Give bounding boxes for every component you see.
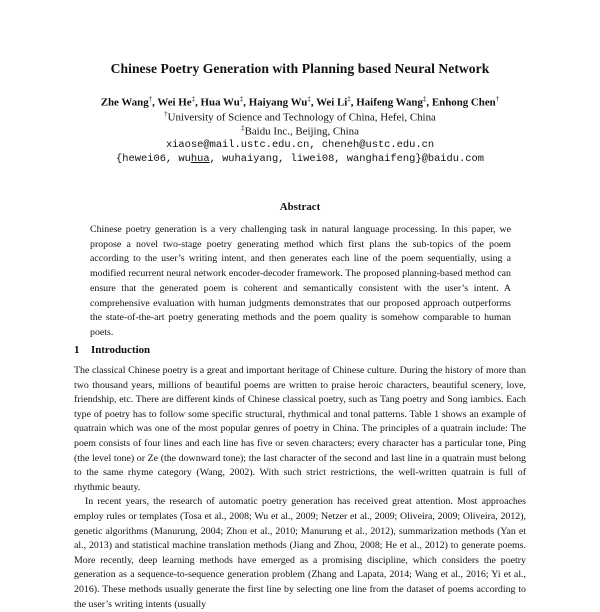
section-heading (74, 344, 150, 356)
body-paragraph: In recent years, the research of automatic poetry generation has received great attention. Most approaches employ rules or templates (Tosa et al., 2008; Wu et al., 2009; Netzer et al., 2009; Oliveira, 2009; Oliveira, 2012), genetic algorithms (Manurung, 2004; Zhou et al., 2010; Manurung et al., 2012), summarization methods (Yan et al., 2013) and statistical machine translation methods (Jiang and Zhou, 2008; He et al., 2012) to generate poems. More recently, deep learning methods have emerged as a promising discipline, which considers the poetry generation as a sequence-to-sequence generation problem (Zhang and Lapata, 2014; Wang et al., 2016; Yi et al., 2016). These methods usually generate the first line by selecting one line from the dataset of poems according to the user’s writing intents (usually (74, 496, 526, 610)
author-name: Hua Wu (200, 96, 240, 109)
author-name: Wei He (157, 96, 192, 109)
email-line-2 (0, 153, 600, 165)
author-mark: † (148, 95, 153, 103)
affiliation-mark: ‡ (241, 124, 245, 132)
paper-title: Chinese Poetry Generation with Planning based Neural Network (110, 61, 490, 76)
email-suffix: , wuhaiyang, liwei08, wanghaifeng}@baidu.com (209, 153, 484, 165)
abstract-heading: Abstract (279, 201, 321, 213)
email-prefix: {hewei06, wu (116, 153, 191, 165)
author-separator: , (243, 96, 249, 109)
author-separator: , (310, 96, 317, 109)
author-name: Haiyang Wu (248, 96, 308, 109)
author-mark: † (495, 95, 500, 103)
author-mark: ‡ (307, 95, 311, 103)
author-name: Enhong Chen (431, 96, 496, 109)
author-separator: , (350, 96, 357, 109)
section-number: 1 (74, 344, 80, 356)
affiliation-text: Baidu Inc., Beijing, China (244, 125, 359, 138)
author-mark: ‡ (191, 95, 196, 103)
section-body (74, 364, 526, 612)
author-separator: , (195, 96, 201, 109)
email-line-1: xiaose@mail.ustc.edu.cn, cheneh@ustc.edu.cn (165, 139, 435, 151)
author-name: Wei Li (316, 96, 348, 109)
author-separator: , (426, 96, 432, 109)
affiliation-mark: † (164, 110, 168, 118)
author-list (0, 95, 600, 109)
author-name: Zhe Wang (100, 96, 149, 109)
abstract-text: Chinese poetry generation is a very challenging task in natural language processing. In this paper, we propose a novel two-stage poetry generating method which first plans the sub-topics of the poem according to the user’s writing intent, and then generates each line of the poem sequentially, using a modified recurrent neural network encoder-decoder framework. The proposed planning-based method can ensure that the generated poem is coherent and semantically consistent with the user’s intent. A comprehensive evaluation with human judgments demonstrates that our proposed approach outperforms the state-of-the-art poetry generating methods and the poem quality is somehow comparable to human poets. (90, 224, 511, 338)
author-mark: ‡ (347, 95, 351, 103)
author-name: Haifeng Wang (356, 96, 423, 109)
author-separator: , (152, 96, 158, 109)
section-title: Introduction (91, 344, 151, 356)
affiliation-ustc (0, 110, 600, 124)
affiliation-text: University of Science and Technology of China, Hefei, China (167, 111, 436, 124)
email-underlined-segment: hua (190, 153, 210, 165)
affiliation-baidu (0, 124, 600, 138)
author-mark: ‡ (239, 95, 244, 103)
author-mark: ‡ (422, 95, 427, 103)
body-paragraph: The classical Chinese poetry is a great and important heritage of Chinese culture. During the history of more than two thousand years, millions of beautiful poems are written to praise heroic characters, beautiful scenery, love, friendship, etc. There are different kinds of Chinese classical poetry, such as Tang poetry and Song iambics. Each type of poetry has to follow some specific structural, rhythmical and tonal patterns. Table 1 shows an example of quatrain which was one of the most popular genres of poetry in China. The principles of a quatrain include: The poem consists of four lines and each line has five or seven characters; every character has a particular tone, Ping (the level tone) or Ze (the downward tone); the last character of the second and last line in a quatrain must belong to the same rhyme category (Wang, 2002). With such strict restrictions, the well-written quatrain is full of rhythmic beauty. (74, 365, 526, 493)
